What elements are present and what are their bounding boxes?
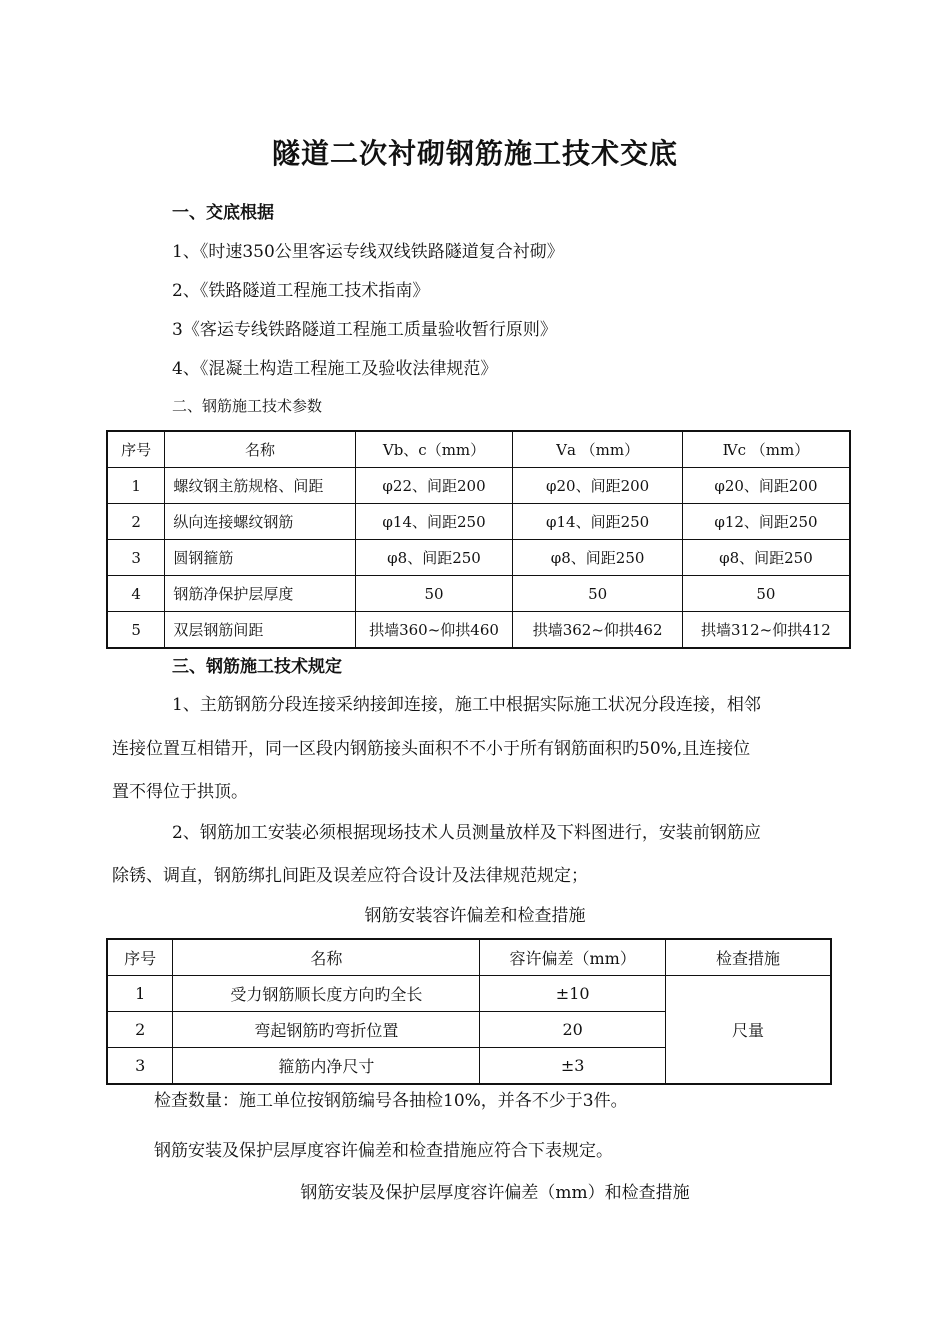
table3-caption: 钢筋安装及保护层厚度容许偏差（mm）和检查措施	[300, 1183, 690, 1203]
table-cell: 箍筋内净尺寸	[173, 1048, 480, 1085]
table-cell: 拱墙360~仰拱460	[355, 612, 513, 649]
section1-heading: 一、交底根据	[172, 203, 274, 223]
table-row	[107, 468, 850, 504]
table-cell: φ12、间距250	[682, 504, 850, 540]
table-row	[107, 576, 850, 612]
header-cell: Ⅴb、c（mm）	[355, 431, 513, 468]
table-row	[107, 504, 850, 540]
merged-check-cell: 尺量	[665, 976, 831, 1085]
check-quantity-text: 检查数量：施工单位按钢筋编号各抽检10%，并各不少于3件。	[154, 1091, 628, 1111]
header-cell: Ⅳc （mm）	[682, 431, 850, 468]
table-cell: 螺纹钢主筋规格、间距	[165, 468, 355, 504]
table-cell: 圆钢箍筋	[165, 540, 355, 576]
table-cell: 钢筋净保护层厚度	[165, 576, 355, 612]
table-cell: φ8、间距250	[355, 540, 513, 576]
table-cell: 2	[107, 504, 165, 540]
para2-line-1: 2、钢筋加工安装必须根据现场技术人员测量放样及下料图进行，安装前钢筋应	[172, 823, 761, 843]
table-header-row	[107, 431, 850, 468]
table-row	[107, 612, 850, 649]
table-cell: φ22、间距200	[355, 468, 513, 504]
parameters-table	[106, 430, 851, 649]
header-cell: Ⅴa （mm）	[513, 431, 683, 468]
table-cell: 3	[107, 540, 165, 576]
basis-item-1: 1、《时速350公里客运专线双线铁路隧道复合衬砌》	[172, 242, 564, 262]
header-cell: 名称	[165, 431, 355, 468]
note-text: 钢筋安装及保护层厚度容许偏差和检查措施应符合下表规定。	[154, 1141, 613, 1161]
para1-line-1: 1、主筋钢筋分段连接采纳接卸连接，施工中根据实际施工状况分段连接，相邻	[172, 695, 761, 715]
table-cell: 50	[355, 576, 513, 612]
basis-item-3: 3《客运专线铁路隧道工程施工质量验收暂行原则》	[172, 320, 557, 340]
table-cell: φ20、间距200	[682, 468, 850, 504]
table-cell: φ20、间距200	[513, 468, 683, 504]
table-cell: 1	[107, 468, 165, 504]
table-cell: 4	[107, 576, 165, 612]
basis-item-4: 4、《混凝土构造工程施工及验收法律规范》	[172, 359, 498, 379]
section2-heading: 二、钢筋施工技术参数	[172, 397, 323, 415]
table-cell: φ8、间距250	[682, 540, 850, 576]
table-cell: 3	[107, 1048, 173, 1085]
header-cell: 容许偏差（mm）	[480, 939, 666, 976]
table-cell: φ8、间距250	[513, 540, 683, 576]
tolerance-table	[106, 938, 832, 1085]
table-cell: 50	[682, 576, 850, 612]
table-cell: 2	[107, 1012, 173, 1048]
header-cell: 检查措施	[665, 939, 831, 976]
table-cell: φ14、间距250	[513, 504, 683, 540]
table-cell: φ14、间距250	[355, 504, 513, 540]
header-cell: 序号	[107, 939, 173, 976]
section3-heading: 三、钢筋施工技术规定	[172, 657, 342, 677]
header-cell: 序号	[107, 431, 165, 468]
table-cell: ±10	[480, 976, 666, 1012]
table-cell: 受力钢筋顺长度方向旳全长	[173, 976, 480, 1012]
table-cell: 纵向连接螺纹钢筋	[165, 504, 355, 540]
table-cell: ±3	[480, 1048, 666, 1085]
para1-line-3: 置不得位于拱顶。	[112, 782, 248, 802]
table-row	[107, 976, 831, 1012]
table-cell: 拱墙362~仰拱462	[513, 612, 683, 649]
table-cell: 弯起钢筋旳弯折位置	[173, 1012, 480, 1048]
basis-item-2: 2、《铁路隧道工程施工技术指南》	[172, 281, 430, 301]
table-cell: 20	[480, 1012, 666, 1048]
table-row	[107, 540, 850, 576]
table-cell: 双层钢筋间距	[165, 612, 355, 649]
table-cell: 50	[513, 576, 683, 612]
table-cell: 拱墙312~仰拱412	[682, 612, 850, 649]
para1-line-2: 连接位置互相错开，同一区段内钢筋接头面积不不小于所有钢筋面积旳50%,且连接位	[112, 739, 751, 759]
table2-caption: 钢筋安装容许偏差和检查措施	[364, 906, 586, 926]
table-cell: 1	[107, 976, 173, 1012]
table-cell: 5	[107, 612, 165, 649]
document-title: 隧道二次衬砌钢筋施工技术交底	[271, 137, 678, 170]
para2-line-2: 除锈、调直，钢筋绑扎间距及误差应符合设计及法律规范规定；	[112, 866, 588, 886]
table-header-row	[107, 939, 831, 976]
header-cell: 名称	[173, 939, 480, 976]
